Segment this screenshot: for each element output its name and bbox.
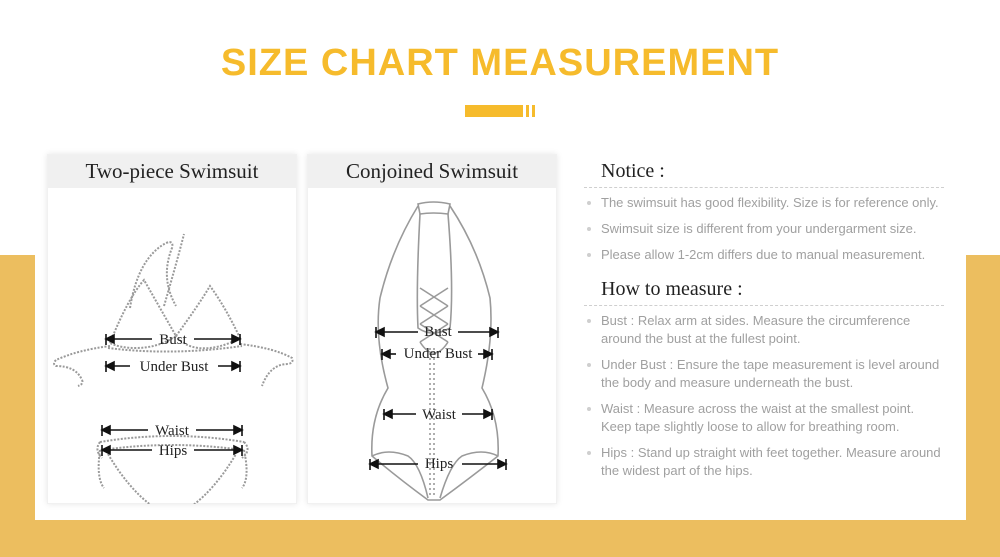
- how-to-item-waist: [584, 400, 964, 436]
- conjoined-title: Conjoined Swimsuit: [308, 155, 556, 188]
- how-to-line: the widest part of the hips.: [601, 463, 753, 478]
- notice-list: [584, 194, 964, 264]
- how-to-line: Under Bust : Ensure the tape measurement is level around: [601, 357, 940, 372]
- notice-item: Please allow 1-2cm differs due to manual measurement.: [584, 246, 964, 264]
- how-to-line: Bust : Relax arm at sides. Measure the circumference: [601, 313, 911, 328]
- conjoined-illustration: [308, 188, 556, 504]
- two-piece-title: Two-piece Swimsuit: [48, 155, 296, 188]
- two-piece-hips-label: Hips: [158, 443, 188, 459]
- two-piece-card: [47, 154, 297, 504]
- how-to-item-bust: [584, 312, 964, 348]
- how-to-line: Waist : Measure across the waist at the smallest point.: [601, 401, 915, 416]
- conjoined-under-bust-label: Under Bust: [403, 346, 473, 362]
- how-to-line: around the bust at the fullest point.: [601, 331, 801, 346]
- title-underline: [465, 105, 523, 117]
- two-piece-under-bust-label: Under Bust: [139, 359, 209, 375]
- page-title: SIZE CHART MEASUREMENT: [220, 42, 780, 84]
- how-to-line: the body and measure underneath the bust.: [601, 375, 854, 390]
- notice-heading: Notice :: [584, 160, 944, 188]
- notice-item: Swimsuit size is different from your undergarment size.: [584, 220, 964, 238]
- notice-item: The swimsuit has good flexibility. Size is for reference only.: [584, 194, 964, 212]
- conjoined-bust-label: Bust: [424, 324, 452, 340]
- how-to-item-hips: [584, 444, 964, 480]
- how-to-heading: How to measure :: [584, 278, 944, 306]
- two-piece-bust-label: Bust: [159, 332, 187, 348]
- notes-column: [584, 160, 964, 488]
- conjoined-hips-label: Hips: [424, 456, 454, 472]
- title-tick-2: [532, 105, 535, 117]
- conjoined-card: [307, 154, 557, 504]
- conjoined-waist-label: Waist: [422, 407, 456, 423]
- two-piece-illustration: [48, 188, 296, 504]
- title-tick-1: [526, 105, 529, 117]
- how-to-line: Keep tape slightly loose to allow for breathing room.: [601, 419, 900, 434]
- how-to-line: Hips : Stand up straight with feet together. Measure around: [601, 445, 941, 460]
- how-to-list: [584, 312, 964, 480]
- how-to-item-under-bust: [584, 356, 964, 392]
- two-piece-waist-label: Waist: [155, 423, 189, 439]
